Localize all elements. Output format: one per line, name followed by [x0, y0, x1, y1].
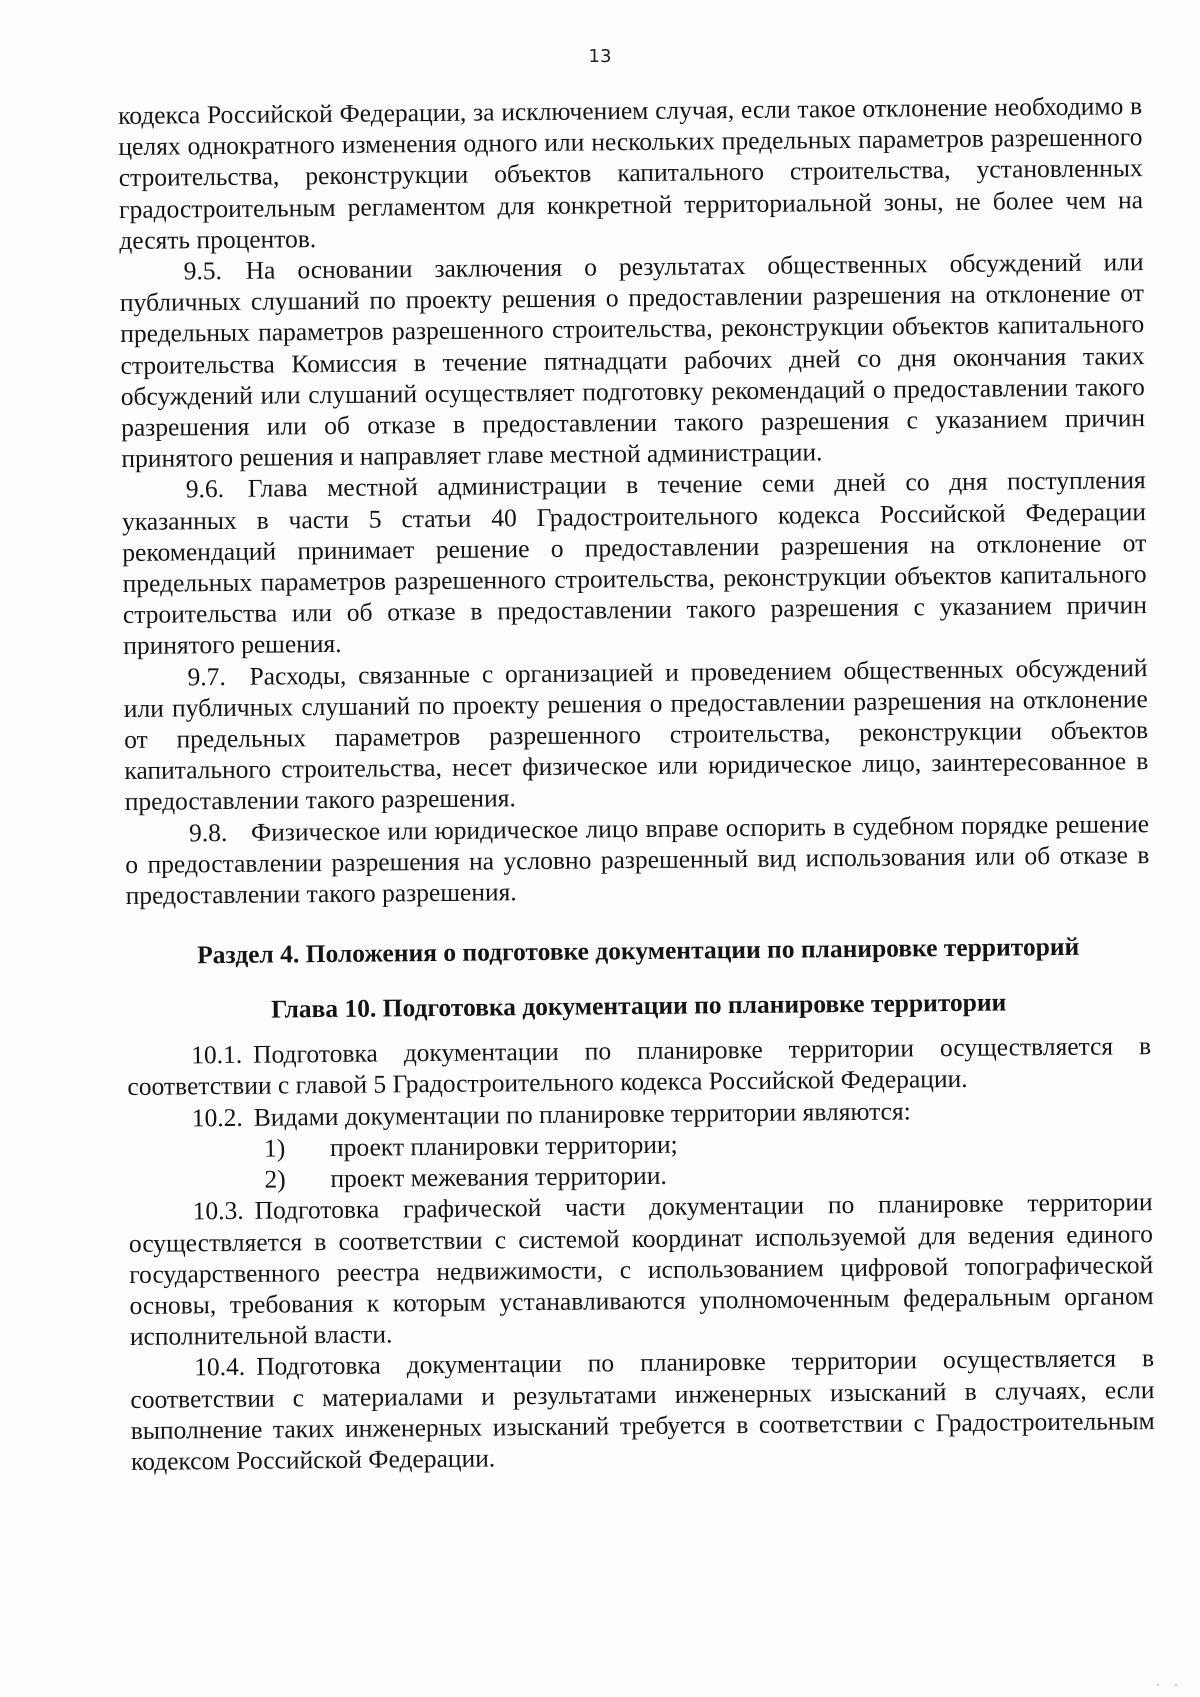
paragraph-text: Расходы, связанные с организацией и проведением общественных обсуждений или публичных слушаний по проекту решения о предоставлении разрешения на отклонение от предельных параметров разрешенного строительства, реконструкции объектов капитального строительства, несет физическое или юридическое лицо, заинтересованное в предоставлении такого разрешения. [123, 652, 1149, 817]
paragraph-10-4 [130, 1342, 1155, 1477]
list-marker: 1) [263, 1133, 286, 1163]
paragraph-text: Подготовка документации по планировке территории осуществляется в соответствии с материалами и результатами инженерных изысканий в случаях, если выполнение таких инженерных изысканий требуется в соответствии с Градостроительным кодексом Российской Федерации. [130, 1343, 1155, 1476]
list-item-text: проект планировки территории; [329, 1129, 678, 1162]
paragraph-number: 10.3. [192, 1196, 244, 1226]
paragraph-9-5 [119, 246, 1145, 474]
paragraph-number: 10.4. [194, 1352, 246, 1382]
chapter-heading: Глава 10. Подготовка документации по планировке территории [271, 987, 1007, 1024]
paragraph-text: Подготовка графической части документации по планировке территории осуществляется в соответствии с системой координат используемой для ведения единого государственного реестра недвижимости, с использованием цифровой топографической основы, требования к которым устанавливаются уполномоченным федеральным органом исполнительной власти. [128, 1187, 1154, 1352]
paragraph-text: кодекса Российской Федерации, за исключением случая, если такое отклонение необходимо в целях однократного изменения одного или нескольких предельных параметров разрешенного строительства, реконструкции объектов капитального строительства, установленных градостроительным регламентом для конкретной территориальной зоны, не более чем на десять процентов. [118, 91, 1144, 255]
section-heading: Раздел 4. Положения о подготовке документации по планировке территорий [197, 932, 1080, 970]
paragraph-text: Подготовка документации по планировке территории осуществляется в соответствии с главой 5 Градостроительного кодекса Российской Федерации. [127, 1031, 1152, 1102]
document-body [118, 90, 1155, 1477]
paragraph-number: 9.5. [183, 256, 223, 286]
list-marker: 2) [264, 1164, 286, 1194]
paragraph-number: 10.2. [191, 1102, 243, 1133]
paragraph-number: 10.1. [191, 1040, 243, 1070]
paragraph-number: 9.6. [185, 474, 225, 504]
paragraph-number: 9.8. [188, 817, 228, 848]
paragraph-number: 9.7. [187, 661, 226, 692]
paragraph-text: Глава местной администрации в течение семи дней со дня поступления указанных в части 5 статьи 40 Градостроительного кодекса Российской Федерации рекомендаций принимает решение о предоставлении разрешения на отклонение от предельных параметров разрешенного строительства, реконструкции объектов капитального строительства или об отказе в предоставлении такого разрешения с указанием причин принятого решения. [121, 465, 1148, 661]
paragraph-9-8 [125, 808, 1150, 911]
paragraph-text: Физическое или юридическое лицо вправе оспорить в судебном порядке решение о предоставлении разрешения на условно разрешенный вид использования или об отказе в предоставлении такого разрешения. [125, 808, 1150, 911]
list-item-text: проект межевания территории. [330, 1160, 667, 1194]
paragraph-9-6 [122, 465, 1148, 662]
scan-artifact-marks: · · [1154, 1680, 1182, 1691]
paragraph-10-3 [129, 1186, 1154, 1352]
paragraph-text: На основании заключения о результатах общественных обсуждений или публичных слушаний по проекту решения о предоставлении разрешения на отклонение от предельных параметров разрешенного строительства, реконструкции объектов капитального строительства Комиссия в течение пятнадцати рабочих дней со дня окончания таких обсуждений или слушаний осуществляет подготовку рекомендаций о предоставлении такого разрешения или об отказе в предоставлении такого разрешения с указанием причин принятого решения и направляет главе местной администрации. [119, 247, 1146, 474]
paragraph-10-1 [127, 1030, 1152, 1102]
paragraph-continuation [118, 90, 1143, 256]
page-number: 13 [588, 46, 612, 67]
paragraph-text: Видами документации по планировке территории являются: [253, 1096, 911, 1132]
paragraph-9-7 [123, 652, 1148, 818]
